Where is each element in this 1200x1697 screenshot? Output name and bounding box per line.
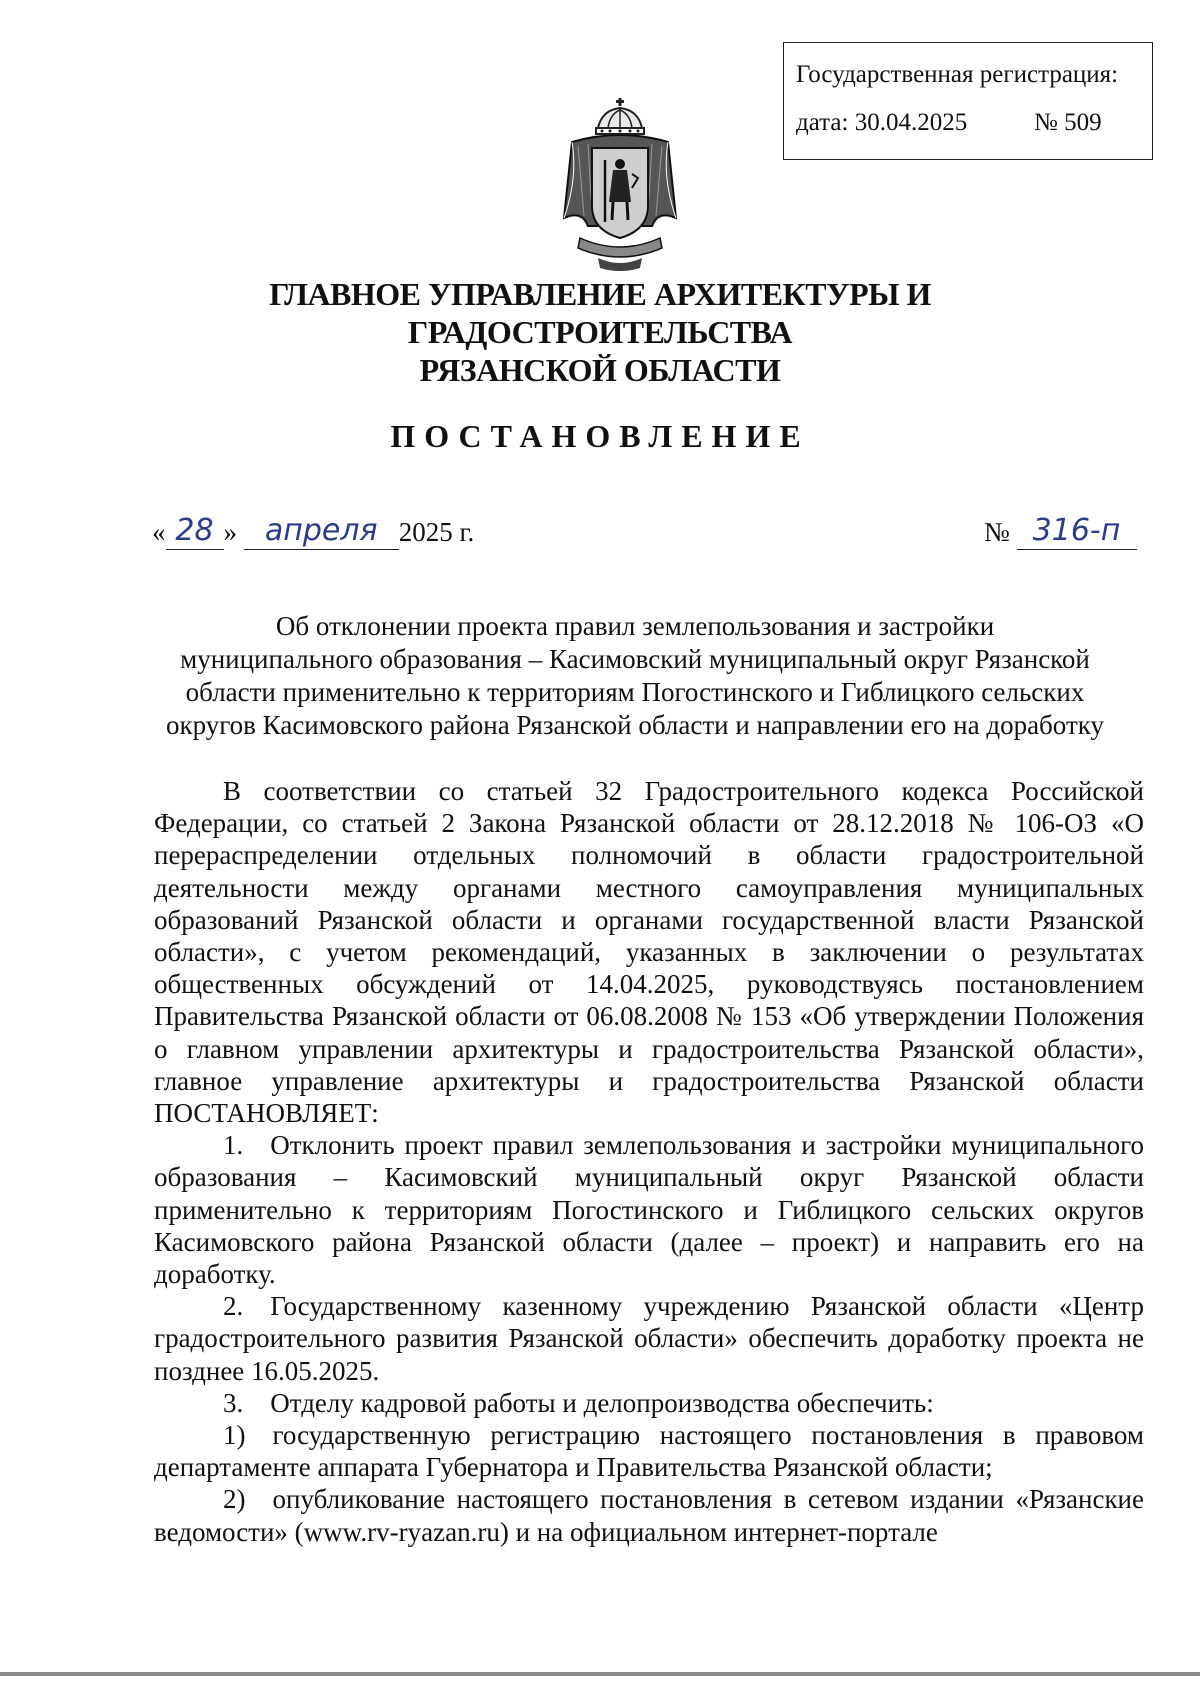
body-paragraph-preamble: В соответствии со статьей 32 Градостроительного кодекса Российской Федерации, со статьей 2 Закона Рязанской области от 28.12.2018 № 106-ОЗ «О перераспределении отдельных полномочий в области градостроительной деятельности между органами местного самоуправления муниципальных образований Рязанской области и органами государственной власти Рязанской области», с учетом рекомендаций, указанных в заключении о результатах общественных обсуждений от 14.04.2025, руководствуясь постановлением Правительства Рязанской области от 06.08.2008 № 153 «Об утверждении Положения о главном управлении архитектуры и градостроительства Рязанской области», главное управление архитектуры и градостроительства Рязанской области ПОСТАНОВЛЯЕТ: [154,776,1144,1129]
date-open-quote: « [152,517,166,547]
document-number [984,513,1137,557]
body-paragraph-subitem-2: 2) опубликование настоящего постановления в сетевом издании «Рязанские ведомости» (www.rv-ryazan.ru) и на официальном интернет-портале [154,1484,1144,1547]
body-paragraph-item-3: 3. Отделу кадровой работы и делопроизводства обеспечить: [223,1387,934,1418]
registration-date: дата: 30.04.2025 [796,109,968,136]
document-date [152,513,474,557]
body-paragraph-item-2: 2. Государственному казенному учреждению Рязанской области «Центр градостроительного развития Рязанской области» обеспечить доработку проекта не позднее 16.05.2025. [154,1291,1144,1386]
organization-name [100,275,1100,389]
subject-line: Об отклонении проекта правил землепользования и застройки [275,611,995,641]
handwritten-number: 316-п [1017,513,1137,550]
date-close-quote: » [223,517,237,547]
registration-number: № 509 [1034,109,1102,136]
organization-name-line-2: РЯЗАНСКОЙ ОБЛАСТИ [419,352,781,388]
document-type: ПОСТАНОВЛЕНИЕ [390,418,810,454]
subject-line: округов Касимовского района Рязанской области и направлении его на доработку [166,710,1104,740]
registration-title: Государственная регистрация: [796,61,1119,88]
document-number-prefix: № [984,517,1010,547]
subject-line: муниципального образования – Касимовский муниципальный округ Рязанской [180,644,1090,674]
organization-name-line-1: ГЛАВНОЕ УПРАВЛЕНИЕ АРХИТЕКТУРЫ И ГРАДОСТРОИТЕЛЬСТВА [269,276,931,350]
document-body [154,775,1144,1548]
subject-line: области применительно к территориям Погостинского и Гиблицкого сельских [185,677,1085,707]
document-subject [130,610,1140,742]
coat-of-arms-icon [558,98,682,273]
handwritten-month: апреля [244,513,399,550]
date-year: 2025 г. [398,517,475,547]
body-paragraph-item-1: 1. Отклонить проект правил землепользования и застройки муниципального образования – Касимовский муниципальный округ Рязанской области применительно к территориям Погостинского и Гиблицкого сельских округов Касимовского района Рязанской области (далее – проект) и направить его на доработку. [154,1130,1144,1290]
body-paragraph-subitem-1: 1) государственную регистрацию настоящего постановления в правовом департаменте аппарата Губернатора и Правительства Рязанской области; [154,1420,1144,1483]
page-edge-line [0,1672,1200,1676]
handwritten-day: 28 [166,513,224,550]
registration-stamp [783,42,1153,160]
